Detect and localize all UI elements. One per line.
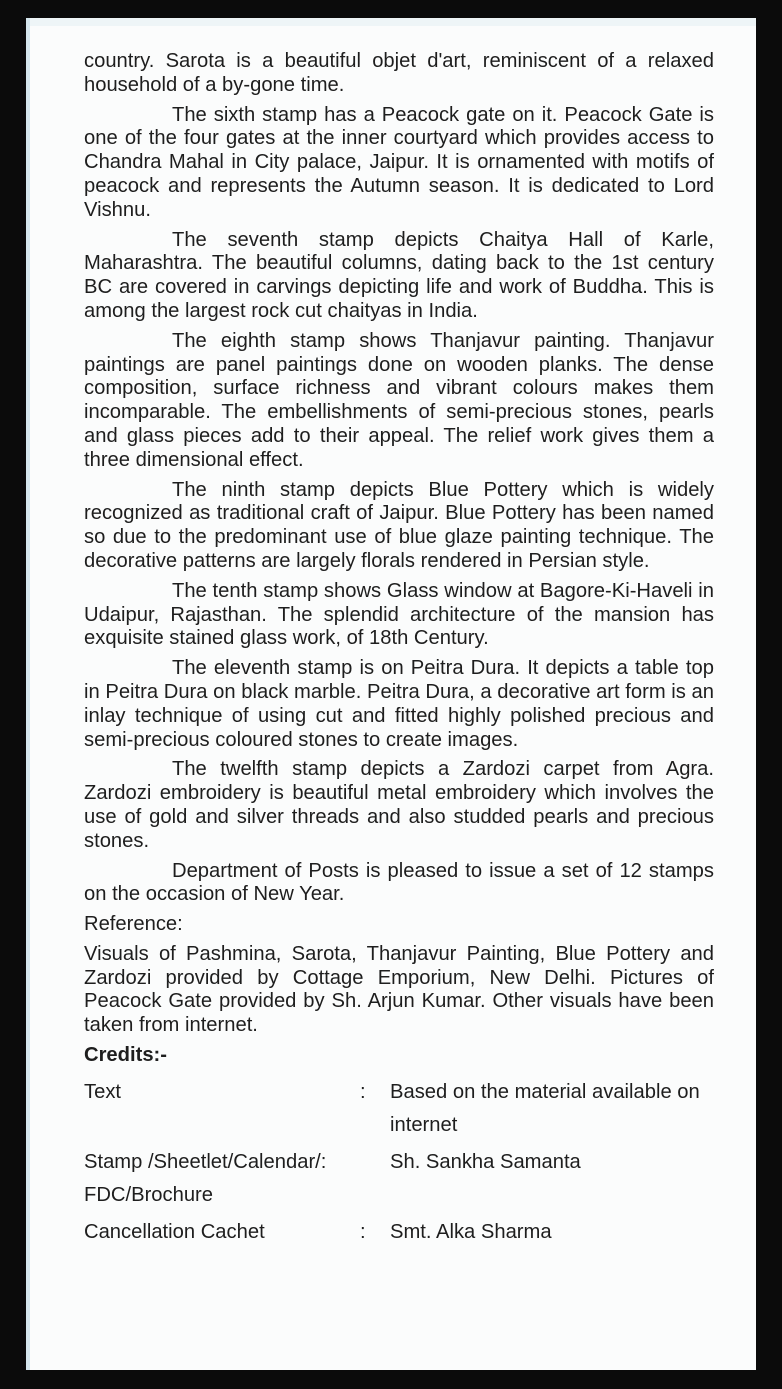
page-top-edge	[30, 18, 756, 26]
credit-label: Stamp /Sheetlet/Calendar/: FDC/Brochure	[84, 1150, 327, 1206]
credit-row-design	[84, 1146, 714, 1212]
credit-label: Cancellation Cachet	[84, 1220, 265, 1243]
paragraph-sarota: country. Sarota is a beautiful objet d'art, reminiscent of a relaxed household of a by-gone time.	[84, 50, 714, 96]
credit-colon: :	[360, 1220, 366, 1243]
credit-value: Based on the material available on internet	[390, 1080, 700, 1136]
credit-colon: :	[360, 1080, 366, 1103]
credit-row-cancellation	[84, 1216, 714, 1249]
brochure-text-body	[84, 50, 714, 1249]
credits-heading: Credits:-	[84, 1044, 167, 1067]
paragraph-sixth-stamp: The sixth stamp has a Peacock gate on it. Peacock Gate is one of the four gates at the inner courtyard which provides access to Chandra Mahal in City palace, Jaipur. It is ornamented with motifs of peacock and represents the Autumn season. It is dedicated to Lord Vishnu.	[84, 103, 714, 221]
paragraph-department-of-posts: Department of Posts is pleased to issue a set of 12 stamps on the occasion of New Year.	[84, 859, 714, 906]
paragraph-twelfth-stamp: The twelfth stamp depicts a Zardozi carpet from Agra. Zardozi embroidery is beautiful metal embroidery which involves the use of gold and silver threads and also studded pearls and precious stones.	[84, 758, 714, 852]
credit-value: Smt. Alka Sharma	[390, 1220, 552, 1243]
reference-text: Visuals of Pashmina, Sarota, Thanjavur Painting, Blue Pottery and Zardozi provided by Cottage Emporium, New Delhi. Pictures of Peacock Gate provided by Sh. Arjun Kumar. Other visuals have been taken from internet.	[84, 942, 714, 1037]
reference-label: Reference:	[84, 913, 183, 936]
paragraph-eighth-stamp: The eighth stamp shows Thanjavur painting. Thanjavur paintings are panel paintings done on wooden planks. The dense composition, surface richness and vibrant colours makes them incomparable. The embellishments of semi-precious stones, pearls and glass pieces add to their appeal. The relief work gives them a three dimensional effect.	[84, 329, 714, 471]
paragraph-seventh-stamp: The seventh stamp depicts Chaitya Hall of Karle, Maharashtra. The beautiful columns, dating back to the 1st century BC are covered in carvings depicting life and work of Buddha. This is among the largest rock cut chaityas in India.	[84, 228, 714, 322]
credit-row-text	[84, 1076, 714, 1142]
paragraph-eleventh-stamp: The eleventh stamp is on Peitra Dura. It depicts a table top in Peitra Dura on black marble. Peitra Dura, a decorative art form is an inlay technique of using cut and fitted highly polished precious and semi-precious coloured stones to create images.	[84, 657, 714, 751]
credit-label: Text	[84, 1080, 122, 1103]
paragraph-ninth-stamp: The ninth stamp depicts Blue Pottery which is widely recognized as traditional craft of Jaipur. Blue Pottery has been named so due to the predominant use of blue glaze painting technique. The decorative patterns are largely florals rendered in Persian style.	[84, 478, 714, 572]
paragraph-tenth-stamp: The tenth stamp shows Glass window at Bagore-Ki-Haveli in Udaipur, Rajasthan. The splendid architecture of the mansion has exquisite stained glass work, of 18th Century.	[84, 579, 714, 650]
credit-value: Sh. Sankha Samanta	[390, 1150, 581, 1173]
